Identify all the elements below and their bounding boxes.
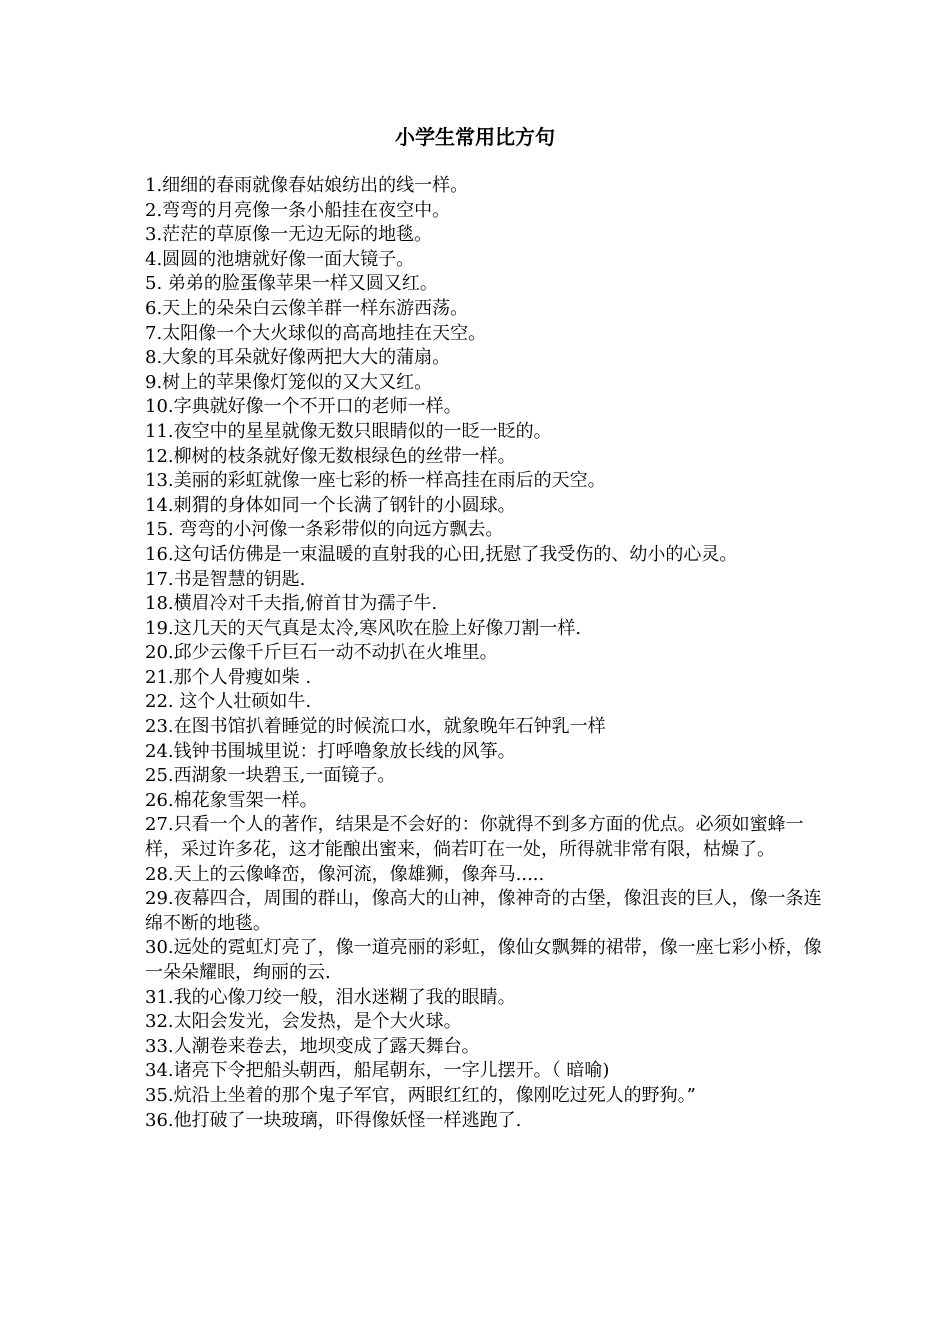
list-item: 11.夜空中的星星就像无数只眼睛似的一眨一眨的。 [145,420,552,442]
list-item: 14.刺猬的身体如同一个长满了钢针的小圆球。 [145,494,516,516]
list-item: 32.太阳会发光，会发热，是个大火球。 [145,1011,462,1033]
list-item: 17.书是智慧的钥匙. [145,568,306,590]
list-item: 31.我的心像刀绞一般，泪水迷糊了我的眼睛。 [145,986,516,1008]
list-item: 4.圆圆的池塘就好像一面大镜子。 [145,248,415,270]
list-item: 27.只看一个人的著作，结果是不会好的：你就得不到多方面的优点。必须如蜜蜂一样，采过许多花，这才能酿出蜜来，倘若叮在一处，所得就非常有限，枯燥了。 [145,814,804,861]
list-item: 26.棉花象雪架一样。 [145,789,318,811]
list-item: 25.西湖象一块碧玉,一面镜子。 [145,765,396,787]
list-item: 29.夜幕四合，周围的群山，像高大的山神，像神奇的古堡，像沮丧的巨人，像一条连绵不断的地毯。 [145,888,822,934]
list-item: 6.天上的朵朵白云像羊群一样东游西荡。 [145,297,469,319]
list-item: 19.这几天的天气真是太冷,寒风吹在脸上好像刀割一样. [145,617,582,639]
list-item: 9.树上的苹果像灯笼似的又大又红。 [145,371,433,393]
list-item: 30.远处的霓虹灯亮了，像一道亮丽的彩虹，像仙女飘舞的裙带，像一座七彩小桥，像一朵朵耀眼，绚丽的云. [145,937,822,983]
list-item: 12.柳树的枝条就好像无数根绿色的丝带一样。 [145,445,516,467]
list-item: 3.茫茫的草原像一无边无际的地毯。 [145,224,433,246]
list-item: 1.细细的春雨就像春姑娘纺出的线一样。 [145,175,469,196]
list-item: 15. 弯弯的小河像一条彩带似的向远方飘去。 [145,519,504,541]
list-item: 13.美丽的彩虹就像一座七彩的桥一样高挂在雨后的天空。 [145,470,606,492]
list-item: 2.弯弯的月亮像一条小船挂在夜空中。 [145,199,451,221]
list-item: 20.邱少云像千斤巨石一动不动扒在火堆里。 [145,642,498,664]
list-item: 34.诸亮下令把船头朝西，船尾朝东，一字儿摆开。（ 暗喻) [145,1060,610,1082]
list-item: 28.天上的云像峰峦，像河流，像雄狮，像奔马..... [145,863,545,885]
list-item: 24.钱钟书围城里说：打呼噜象放长线的风筝。 [145,740,516,762]
list-item: 16.这句话仿佛是一束温暖的直射我的心田,抚慰了我受伤的、幼小的心灵。 [145,543,738,565]
list-item: 33.人潮卷来卷去，地坝变成了露天舞台。 [145,1035,480,1057]
page-title: 小学生常用比方句 [395,125,555,149]
list-item: 23.在图书馆扒着睡觉的时候流口水，就象晚年石钟乳一样 [145,716,606,738]
list-item: 10.字典就好像一个不开口的老师一样。 [145,396,462,418]
list-item: 36.他打破了一块玻璃，吓得像妖怪一样逃跑了. [145,1109,522,1131]
list-item: 22. 这个人壮硕如牛. [145,691,312,713]
list-item: 18.横眉冷对千夫指,俯首甘为孺子牛. [145,593,438,615]
list-item: 21.那个人骨瘦如柴 . [145,666,312,688]
sentence-list [145,174,825,1133]
list-item: 8.大象的耳朵就好像两把大大的蒲扇。 [145,347,451,369]
list-item: 7.太阳像一个大火球似的高高地挂在天空。 [145,322,487,344]
list-item: 5. 弟弟的脸蛋像苹果一样又圆又红。 [145,273,438,295]
list-item: 35.炕沿上坐着的那个鬼子军官，两眼红红的，像刚吃过死人的野狗。” [145,1084,696,1106]
